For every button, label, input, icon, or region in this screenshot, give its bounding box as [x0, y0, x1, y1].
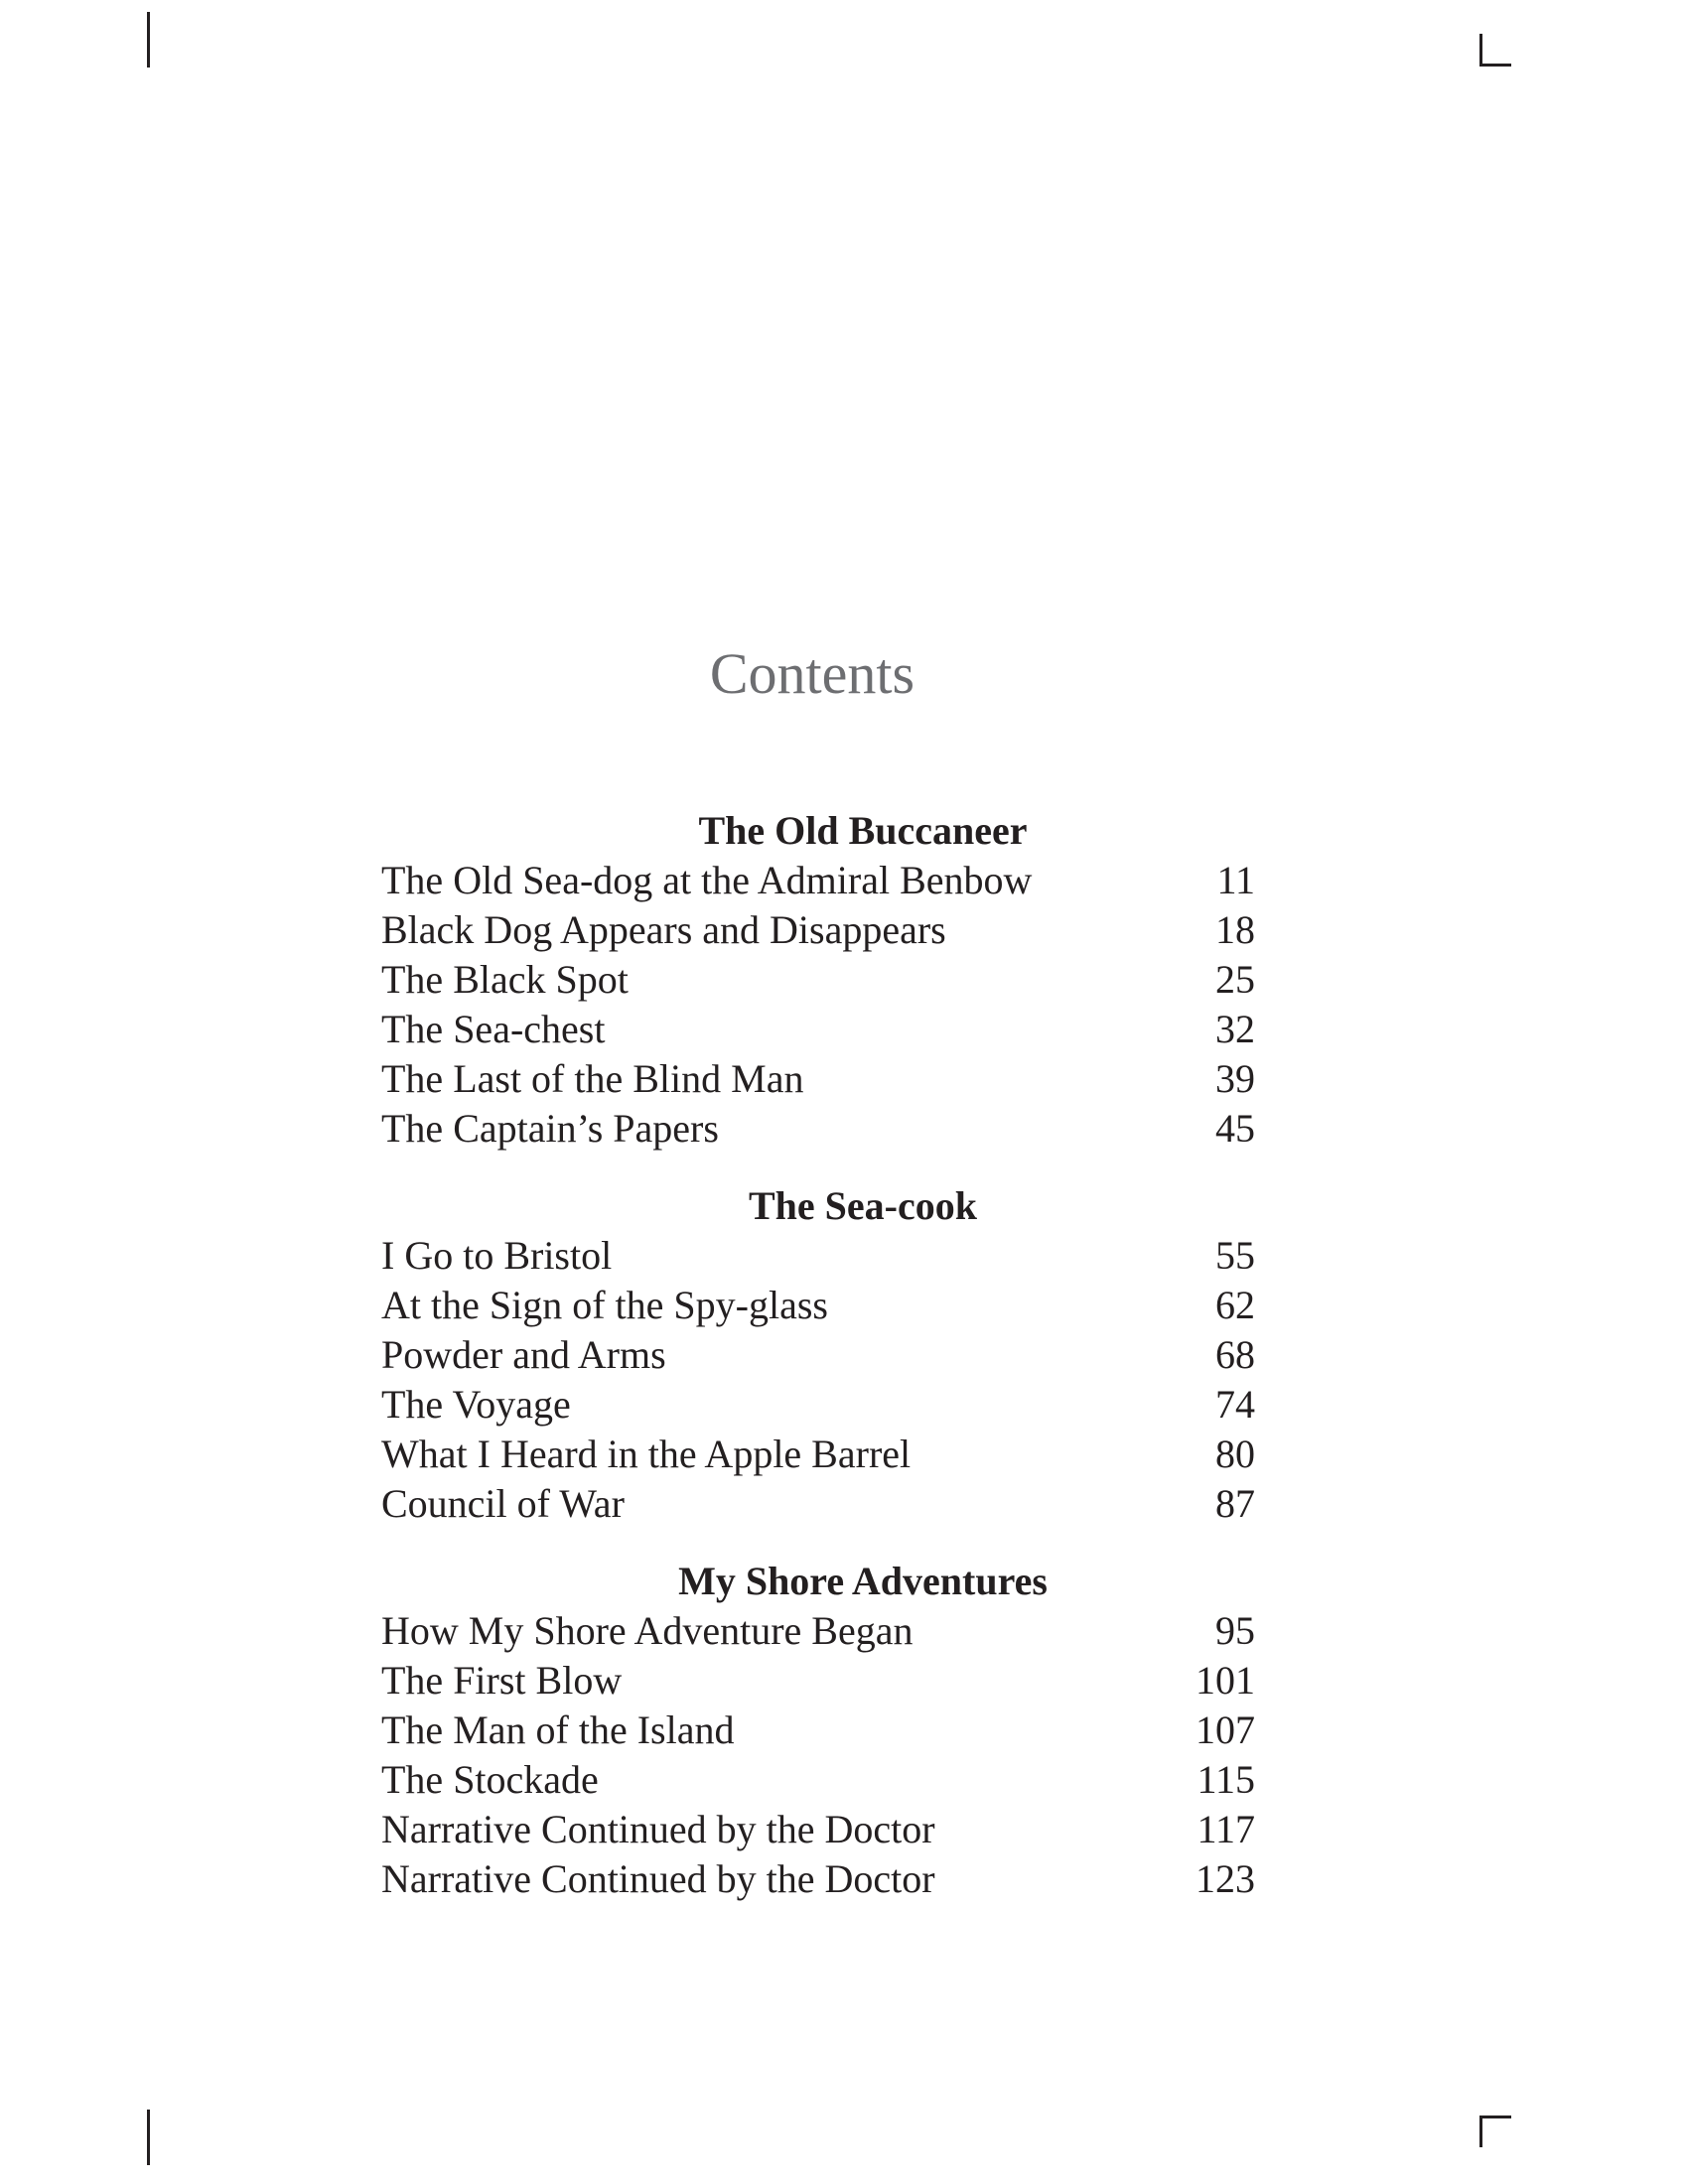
toc-entry: [381, 1380, 1255, 1430]
page-number: 45: [1215, 1106, 1255, 1151]
toc-entry: [381, 1231, 1255, 1281]
chapter-title: The First Blow: [381, 1658, 623, 1703]
chapter-title: I Go to Bristol: [381, 1233, 613, 1278]
chapter-title: Council of War: [381, 1481, 625, 1526]
page-number: 107: [1196, 1707, 1255, 1752]
page-number: 32: [1215, 1007, 1255, 1051]
page-number: 74: [1215, 1382, 1255, 1427]
chapter-title: At the Sign of the Spy-glass: [381, 1283, 828, 1327]
crop-mark-top-right-horizontal: [1479, 64, 1511, 67]
page-number: 87: [1215, 1481, 1255, 1526]
chapter-title: The Last of the Blind Man: [381, 1056, 804, 1101]
chapter-title: Narrative Continued by the Doctor: [381, 1807, 935, 1851]
page-number: 123: [1196, 1856, 1255, 1901]
page-number: 55: [1215, 1233, 1255, 1278]
toc-entry: [381, 1854, 1255, 1904]
chapter-title: Powder and Arms: [381, 1332, 666, 1377]
page-number: 11: [1216, 858, 1255, 902]
page-number: 101: [1196, 1658, 1255, 1703]
toc-entry: [381, 1479, 1255, 1529]
page-number: 80: [1215, 1432, 1255, 1476]
page-number: 25: [1215, 957, 1255, 1002]
chapter-title: The Sea-chest: [381, 1007, 606, 1051]
chapter-title: Narrative Continued by the Doctor: [381, 1856, 935, 1901]
chapter-title: What I Heard in the Apple Barrel: [381, 1432, 912, 1476]
chapter-title: The Black Spot: [381, 957, 629, 1002]
toc-entry: [381, 1430, 1255, 1479]
chapter-title: The Captain’s Papers: [381, 1106, 719, 1151]
toc-entry: [381, 856, 1255, 905]
page-number: 95: [1215, 1608, 1255, 1653]
crop-mark-bottom-right-horizontal: [1479, 2116, 1511, 2118]
part-heading: The Old Buccaneer: [698, 808, 1028, 853]
page-title: Contents: [709, 641, 915, 706]
toc-entry: [381, 1281, 1255, 1330]
chapter-title: The Voyage: [381, 1382, 571, 1427]
chapter-title: Black Dog Appears and Disappears: [381, 907, 946, 952]
page-number: 39: [1215, 1056, 1255, 1101]
crop-mark-top-right: [1479, 34, 1482, 66]
crop-mark-bottom-left: [147, 2110, 150, 2165]
page-number: 68: [1215, 1332, 1255, 1377]
toc-entry: [381, 1104, 1255, 1154]
crop-mark-bottom-right: [1479, 2116, 1482, 2147]
toc-part: [381, 1181, 1255, 1529]
chapter-title: The Man of the Island: [381, 1707, 735, 1752]
toc-entry: [381, 1606, 1255, 1656]
toc-part: [381, 1557, 1255, 1904]
page-number: 18: [1215, 907, 1255, 952]
toc-entry: [381, 1330, 1255, 1380]
table-of-contents: [381, 806, 1255, 1932]
toc-entry: [381, 1656, 1255, 1706]
chapter-title: The Stockade: [381, 1757, 599, 1802]
chapter-title: The Old Sea-dog at the Admiral Benbow: [381, 858, 1033, 902]
crop-mark-top-left: [147, 12, 150, 68]
part-heading: My Shore Adventures: [678, 1559, 1048, 1603]
chapter-title: How My Shore Adventure Began: [381, 1608, 914, 1653]
toc-part: [381, 806, 1255, 1154]
page-number: 115: [1196, 1757, 1255, 1802]
part-heading: The Sea-cook: [749, 1183, 977, 1228]
page-number: 62: [1215, 1283, 1255, 1327]
toc-entry: [381, 955, 1255, 1005]
toc-entry: [381, 1054, 1255, 1104]
toc-entry: [381, 1805, 1255, 1854]
toc-entry: [381, 905, 1255, 955]
page-number: 117: [1196, 1807, 1255, 1851]
toc-entry: [381, 1005, 1255, 1054]
toc-entry: [381, 1755, 1255, 1805]
toc-entry: [381, 1706, 1255, 1755]
